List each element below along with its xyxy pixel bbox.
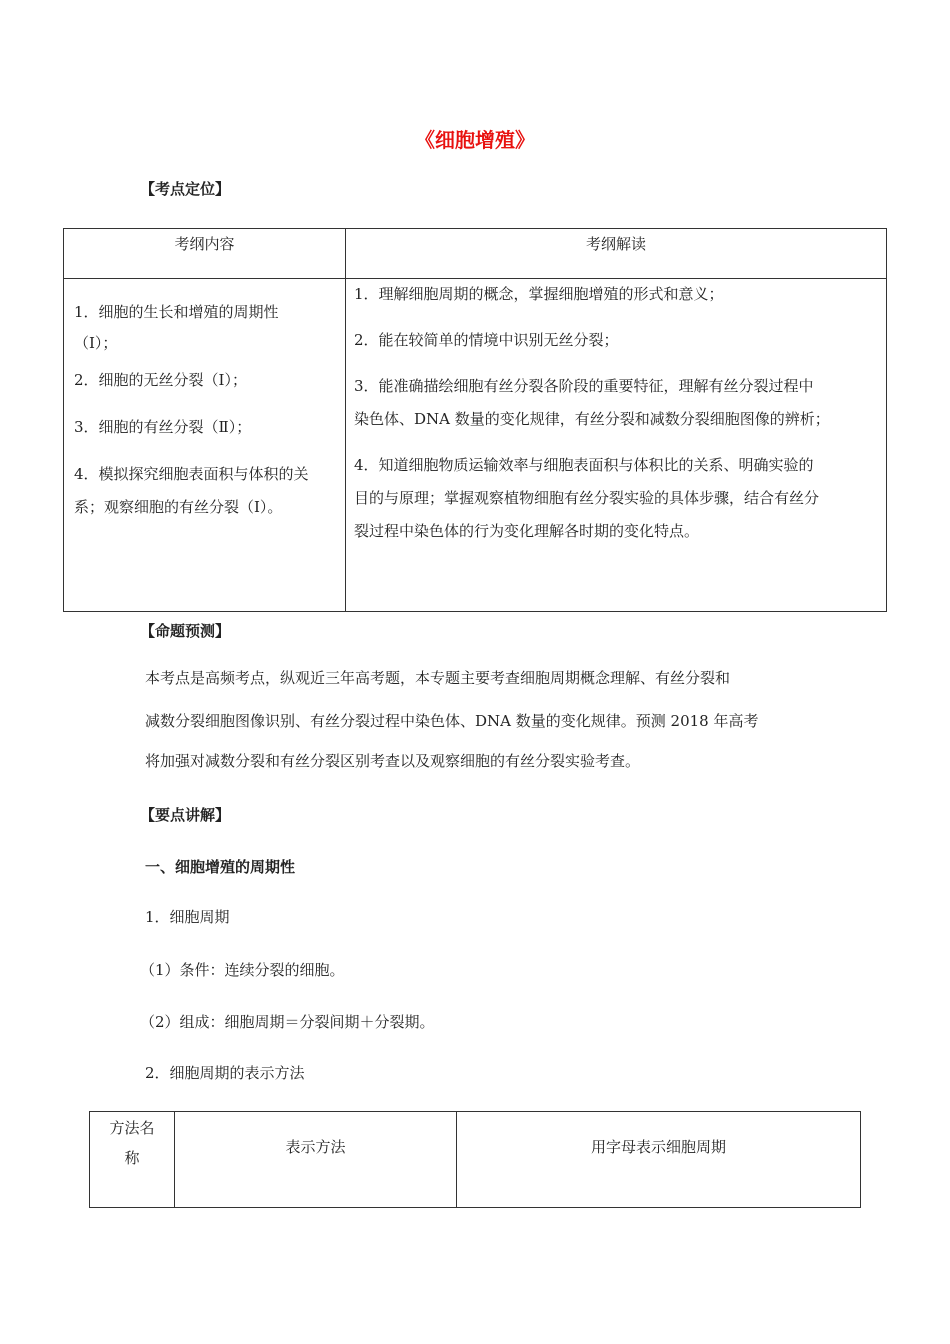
method-name-header	[90, 1112, 175, 1208]
syllabus-interpretation-item: 3．能准确描绘细胞有丝分裂各阶段的重要特征，理解有丝分裂过程中	[354, 377, 814, 395]
method-header-text: 表示方法	[285, 1138, 346, 1156]
subsection-cell-cycle: 一、细胞增殖的周期性	[145, 858, 296, 876]
section-exam-position: 【考点定位】	[140, 180, 231, 198]
syllabus-interpretation-item: 目的与原理；掌握观察植物细胞有丝分裂实验的具体步骤，结合有丝分	[354, 489, 820, 507]
cycle-method-table	[89, 1111, 861, 1208]
page-title: 《细胞增殖》	[415, 128, 535, 152]
section-prediction: 【命题预测】	[140, 622, 231, 640]
syllabus-content-item: 3．细胞的有丝分裂（Ⅱ）；	[74, 418, 252, 436]
prediction-line: 减数分裂细胞图像识别、有丝分裂过程中染色体、DNA 数量的变化规律。预测 2018 年高考	[145, 712, 759, 730]
syllabus-content-cell	[64, 279, 346, 612]
syllabus-header-content: 考纲内容	[64, 229, 346, 279]
item-representation: 2．细胞周期的表示方法	[145, 1064, 305, 1082]
syllabus-interpretation-item: 裂过程中染色体的行为变化理解各时期的变化特点。	[354, 522, 700, 540]
item-condition: （1）条件：连续分裂的细胞。	[140, 961, 345, 979]
syllabus-interpretation-item: 染色体、DNA 数量的变化规律，有丝分裂和减数分裂细胞图像的辨析；	[354, 410, 830, 428]
letter-representation-header	[457, 1112, 861, 1208]
syllabus-header-interpretation: 考纲解读	[346, 229, 887, 279]
syllabus-content-item: 系；观察细胞的有丝分裂（Ⅰ）。	[74, 498, 283, 516]
syllabus-interpretation-item: 4．知道细胞物质运输效率与细胞表面积与体积比的关系、明确实验的	[354, 456, 814, 474]
syllabus-content-item: 4．模拟探究细胞表面积与体积的关	[74, 465, 309, 483]
letter-representation-header-text: 用字母表示细胞周期	[590, 1138, 726, 1156]
item-cell-cycle: 1．细胞周期	[145, 908, 230, 926]
item-composition: （2）组成：细胞周期＝分裂间期＋分裂期。	[140, 1013, 435, 1031]
syllabus-content-item: 1．细胞的生长和增殖的周期性	[74, 303, 279, 321]
syllabus-interpretation-item: 1．理解细胞周期的概念，掌握细胞增殖的形式和意义；	[354, 285, 724, 303]
prediction-line: 将加强对减数分裂和有丝分裂区别考查以及观察细胞的有丝分裂实验考查。	[145, 752, 641, 770]
method-name-line: 方法名	[109, 1119, 155, 1137]
method-name-line: 称	[124, 1149, 140, 1167]
syllabus-content-item: （Ⅰ）；	[74, 334, 118, 352]
syllabus-table	[63, 228, 887, 612]
syllabus-interpretation-item: 2．能在较简单的情境中识别无丝分裂；	[354, 331, 619, 349]
section-key-points: 【要点讲解】	[140, 806, 231, 824]
syllabus-interpretation-cell	[346, 279, 887, 612]
syllabus-content-item: 2．细胞的无丝分裂（Ⅰ）；	[74, 371, 247, 389]
method-header	[175, 1112, 457, 1208]
prediction-line: 本考点是高频考点，纵观近三年高考题，本专题主要考查细胞周期概念理解、有丝分裂和	[145, 669, 731, 687]
